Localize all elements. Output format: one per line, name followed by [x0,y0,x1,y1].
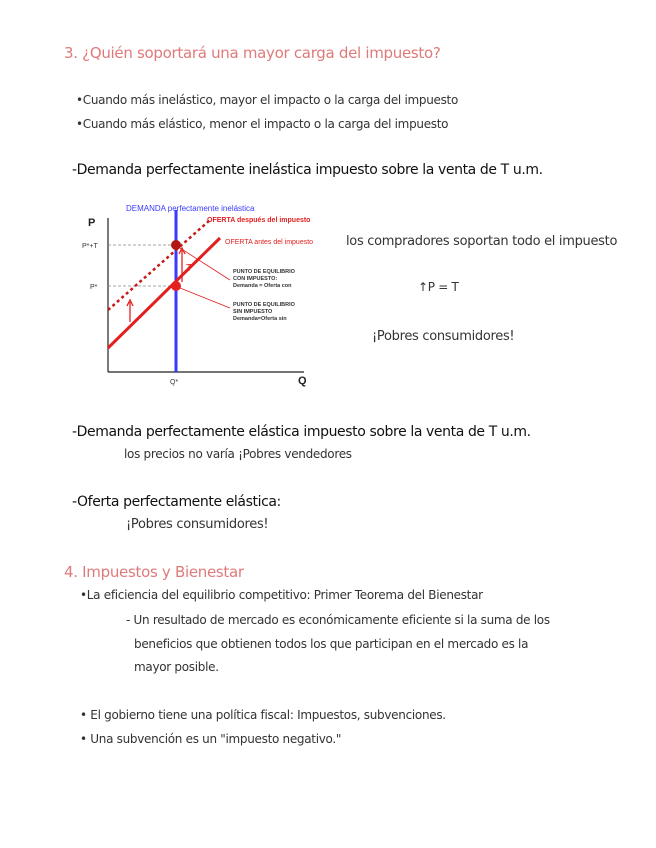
y-axis-label: P [88,217,96,229]
tick-q-star: Q* [170,379,179,386]
supply-before-tax-label: OFERTA antes del impuesto [225,239,314,246]
bullet-fiscal-policy: • El gobierno tiene una política fiscal: Impuestos, subvenciones. [80,708,446,722]
case-elastic-demand-note: los precios no varía ¡Pobres vendedores [124,447,352,461]
case-inelastic-demand-title: -Demanda perfectamente inelástica impuesto sobre la venta de T u.m. [72,162,543,178]
efficiency-line-2: beneficios que obtienen todos los que participan en el mercado es la [134,637,529,651]
note-buyers-bear-tax: los compradores soportan todo el impuesto [346,234,618,249]
note-poor-consumers: ¡Pobres consumidores! [372,329,515,344]
tick-p-plus-t: P*+T [82,243,98,250]
section-3-heading: 3. ¿Quién soportará una mayor carga del impuesto? [64,44,441,62]
supply-after-tax-label: OFERTA después del impuesto [207,217,311,224]
eq-without-tax-text: PUNTO DE EQUILIBRIO SIN IMPUESTO Demanda=Oferta sin [233,302,295,322]
eq-with-tax-text: PUNTO DE EQUILIBRIO CON IMPUESTO: Demanda = Oferta con [233,269,295,289]
tick-p-star: P* [90,284,98,291]
demand-label: DEMANDA perfectamente inelástica [126,204,255,213]
bullet-inelastic: •Cuando más inelástico, mayor el impacto o la carga del impuesto [76,93,458,107]
equilibrium-without-tax-point [171,281,181,291]
efficiency-line-1: - Un resultado de mercado es económicamente eficiente si la suma de los [126,613,550,627]
case-elastic-supply-title: -Oferta perfectamente elástica: [72,494,281,510]
bullet-efficiency: •La eficiencia del equilibrio competitivo: Primer Teorema del Bienestar [80,588,483,602]
tax-t-label: T [186,263,193,274]
bullet-elastic: •Cuando más elástico, menor el impacto o la carga del impuesto [76,117,449,131]
efficiency-line-3: mayor posible. [134,660,219,674]
case-elastic-supply-note: ¡Pobres consumidores! [126,517,269,532]
case-elastic-demand-title: -Demanda perfectamente elástica impuesto sobre la venta de T u.m. [72,424,531,440]
equilibrium-with-tax-point [171,240,181,250]
callout-without-tax [180,288,230,308]
supply-before-tax-curve [108,238,220,348]
section-4-heading: 4. Impuestos y Bienestar [64,563,244,581]
x-axis-label: Q [298,375,307,387]
bullet-subsidy: • Una subvención es un "impuesto negativo." [80,732,342,746]
note-formula: ↑P = T [418,280,459,294]
tax-incidence-chart [70,196,340,394]
